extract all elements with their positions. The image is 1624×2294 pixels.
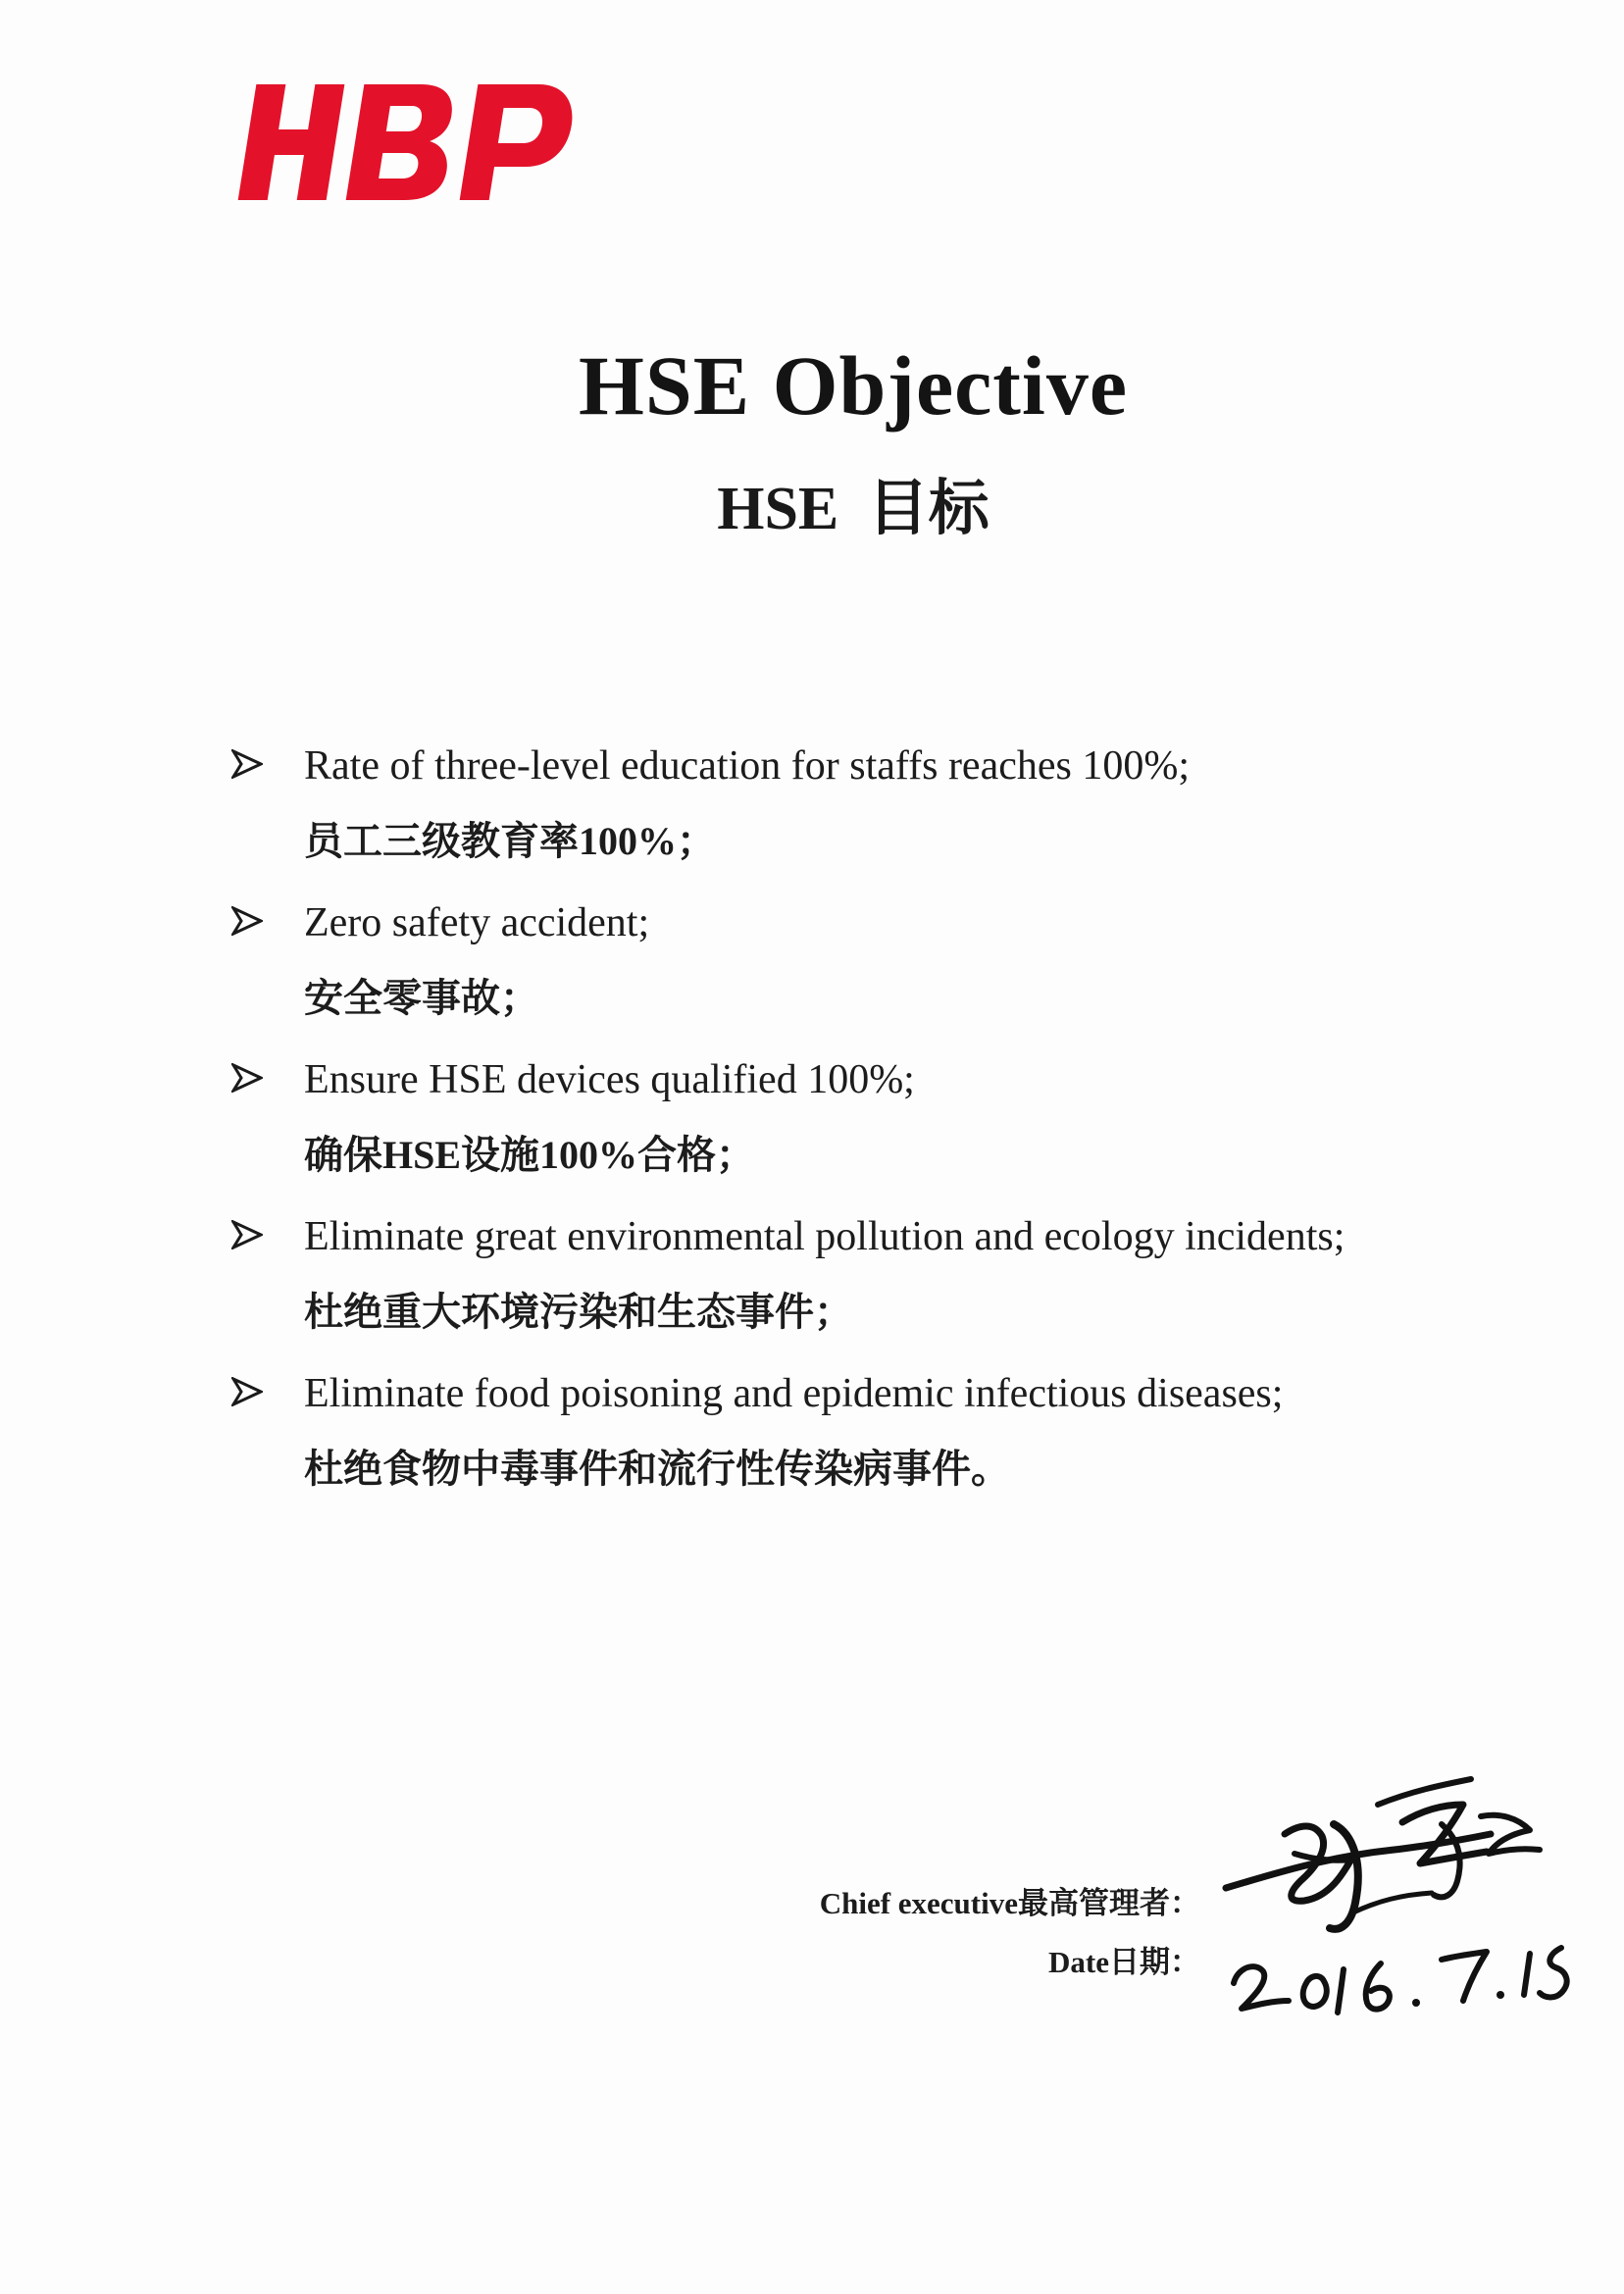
- arrow-bullet-icon: [231, 1063, 263, 1093]
- handwritten-signature: [1206, 1765, 1618, 2040]
- arrow-bullet-icon: [231, 1377, 263, 1406]
- objective-english: Rate of three-level education for staffs reaches 100%;: [304, 743, 1190, 789]
- arrow-bullet-icon: [231, 906, 263, 936]
- list-item: [231, 894, 1506, 1051]
- objectives-list: [231, 738, 1506, 1522]
- date-label: Date日期：: [1048, 1945, 1200, 1979]
- objective-chinese: 杜绝食物中毒事件和流行性传染病事件。: [304, 1447, 1010, 1491]
- arrow-bullet-icon: [231, 1220, 263, 1249]
- list-item: [231, 738, 1506, 894]
- objective-chinese: 安全零事故；: [304, 976, 539, 1020]
- hbp-logo-graphic: [235, 80, 579, 206]
- objective-chinese: 杜绝重大环境污染和生态事件；: [304, 1290, 853, 1334]
- objective-english: Eliminate food poisoning and epidemic infectious diseases;: [304, 1371, 1284, 1416]
- arrow-bullet-icon: [231, 749, 263, 779]
- objective-chinese: 确保HSE设施100%合格；: [304, 1133, 756, 1177]
- list-item: [231, 1208, 1506, 1365]
- hbp-logo: [235, 80, 579, 206]
- list-item: [231, 1365, 1506, 1522]
- objective-chinese: 员工三级教育率100%；: [304, 819, 716, 863]
- objective-english: Ensure HSE devices qualified 100%;: [304, 1057, 915, 1102]
- document-title: HSE Objective: [579, 338, 1128, 433]
- document-subtitle: HSE 目标: [717, 476, 990, 542]
- objective-english: Zero safety accident;: [304, 900, 650, 945]
- signature-scribble: [1206, 1765, 1618, 2040]
- objective-english: Eliminate great environmental pollution and ecology incidents;: [304, 1214, 1345, 1259]
- chief-executive-label: Chief executive最高管理者：: [819, 1886, 1200, 1920]
- handwritten-date: [1206, 2040, 1207, 2041]
- list-item: [231, 1051, 1506, 1208]
